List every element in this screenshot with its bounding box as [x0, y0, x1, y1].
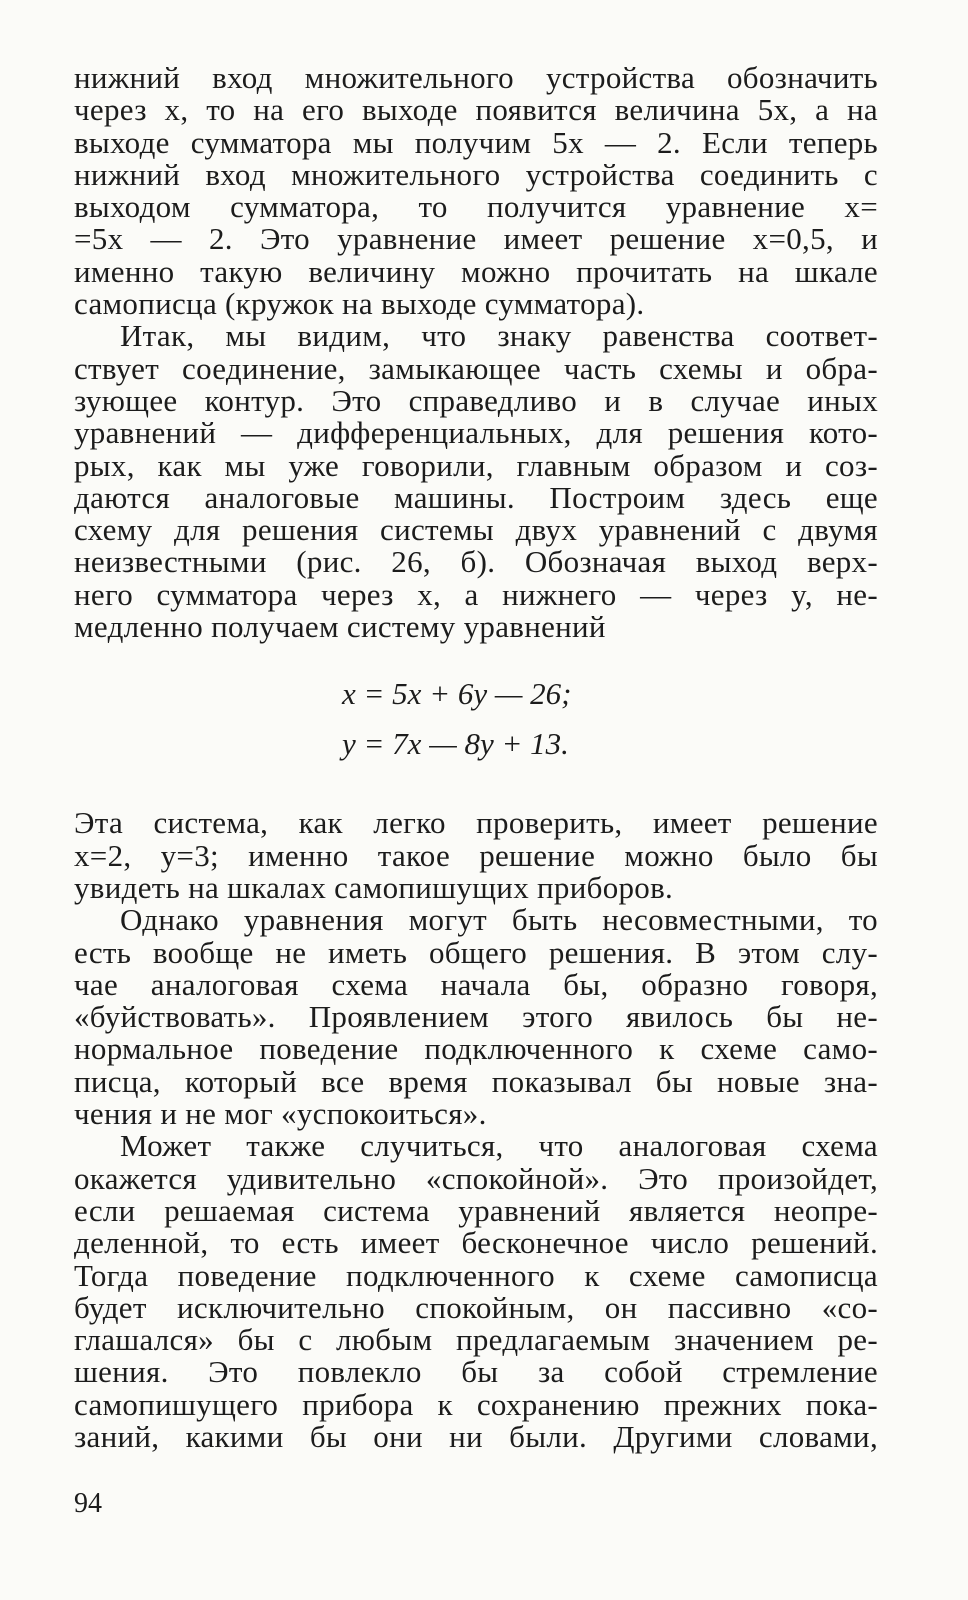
text-line: даются аналоговые машины. Построим здесь еще: [74, 479, 878, 515]
text-before-equations: [74, 62, 878, 643]
text-line: =5x — 2. Это уравнение имеет решение x=0,5, и: [74, 221, 878, 257]
text-line: Итак, мы видим, что знаку равенства соответ-: [120, 318, 878, 354]
text-line: Тогда поведение подключенного к схеме самописца: [74, 1257, 878, 1293]
text-line: заний, какими бы они ни были. Другими словами,: [74, 1418, 878, 1454]
text-line: выходе сумматора мы получим 5x — 2. Если теперь: [74, 124, 878, 160]
text-line: будет исключительно спокойным, он пассивно «со-: [74, 1289, 878, 1325]
paragraph: [74, 904, 878, 1130]
text-line: нижний вход множительного устройства обозначить: [74, 60, 878, 95]
text-line: если решаемая система уравнений является неопре-: [74, 1192, 878, 1228]
text-line: зующее контур. Это справедливо и в случае иных: [74, 382, 878, 418]
text-line: уравнений — дифференциальных, для решения кото-: [74, 415, 878, 451]
text-line: схему для решения системы двух уравнений с двумя: [74, 512, 878, 548]
text-line: самописца (кружок на выходе сумматора).: [74, 286, 645, 322]
text-line: чения и не мог «успокоиться».: [74, 1096, 487, 1132]
equation-system: [74, 669, 878, 769]
text-line: Может также случиться, что аналоговая схема: [120, 1128, 878, 1164]
equation-2: y = 7x — 8y + 13.: [342, 726, 569, 762]
text-line: неизвестными (рис. 26, б). Обозначая выход верх-: [74, 544, 878, 580]
text-line: самопишущего прибора к сохранению прежних пока-: [74, 1386, 878, 1422]
equation-1: x = 5x + 6y — 26;: [342, 676, 572, 712]
text-line: через x, то на его выходе появится величина 5x, а на: [74, 92, 878, 128]
text-line: ствует соединение, замыкающее часть схемы и обра-: [74, 350, 878, 386]
text-line: Эта система, как легко проверить, имеет решение: [74, 805, 878, 841]
text-line: Однако уравнения могут быть несовместными, то: [120, 902, 878, 938]
text-line: увидеть на шкалах самопишущих приборов.: [74, 869, 674, 905]
text-line: именно такую величину можно прочитать на шкале: [74, 253, 878, 289]
text-line: глашался» бы с любым предлагаемым значением ре-: [74, 1322, 878, 1358]
paragraph: [74, 62, 878, 320]
text-after-equations: [74, 807, 878, 1453]
paragraph: [74, 1130, 878, 1453]
text-line: чае аналоговая схема начала бы, образно говоря,: [74, 966, 878, 1002]
text-line: медленно получаем систему уравнений: [74, 609, 606, 645]
text-line: «буйствовать». Проявлением этого явилось бы не-: [74, 999, 878, 1035]
text-line: есть вообще не иметь общего решения. В этом слу-: [74, 934, 878, 970]
text-line: окажется удивительно «спокойной». Это произойдет,: [74, 1160, 878, 1196]
text-line: шения. Это повлекло бы за собой стремление: [74, 1354, 878, 1390]
text-line: x=2, y=3; именно такое решение можно было бы: [74, 837, 878, 873]
text-line: выходом сумматора, то получится уравнение x=: [74, 189, 878, 225]
text-line: нижний вход множительного устройства соединить с: [74, 156, 878, 192]
paragraph: [74, 807, 878, 904]
text-line: деленной, то есть имеет бесконечное число решений.: [74, 1225, 878, 1261]
text-line: нормальное поведение подключенного к схеме само-: [74, 1031, 878, 1067]
text-line: него сумматора через x, а нижнего — через y, не-: [74, 576, 878, 612]
text-line: рых, как мы уже говорили, главным образом и соз-: [74, 447, 878, 483]
text-line: писца, который все время показывал бы новые зна-: [74, 1063, 878, 1099]
page-number: 94: [74, 1488, 102, 1519]
paragraph: [74, 320, 878, 643]
